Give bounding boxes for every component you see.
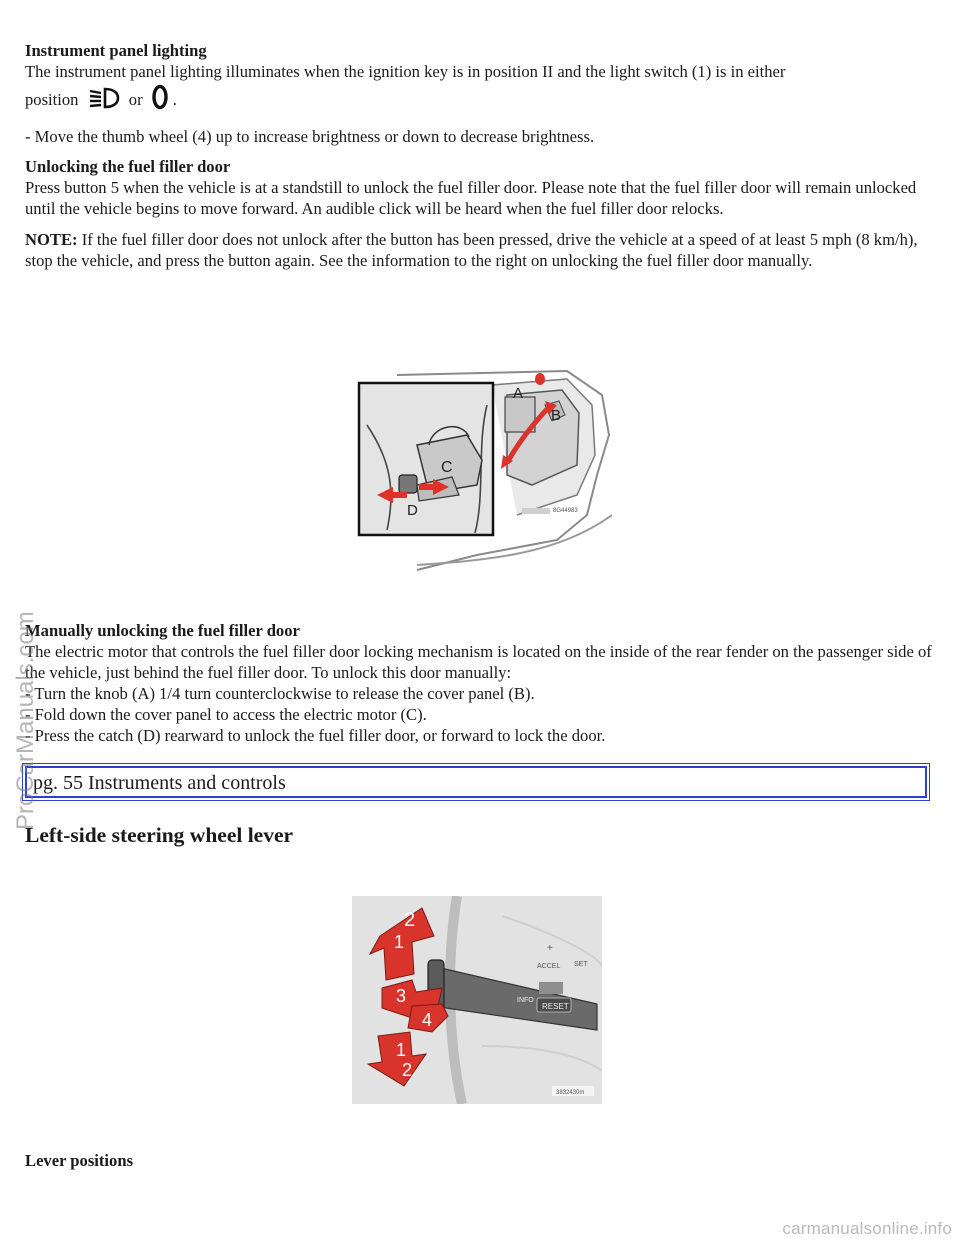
set-label: SET bbox=[574, 961, 588, 968]
fuel-figure-label-d: D bbox=[407, 502, 418, 519]
lever-label-down-1: 1 bbox=[396, 1040, 407, 1060]
info-label: INFO bbox=[517, 997, 534, 1004]
plus-label: + bbox=[547, 943, 553, 954]
lever-section-heading: Left-side steering wheel lever bbox=[25, 823, 294, 847]
svg-text:3832430m: 3832430m bbox=[556, 1090, 585, 1096]
manual-unlock-step-3: - Press the catch (D) rearward to unlock the fuel filler door, or forward to lock the door. bbox=[25, 726, 606, 745]
fuel-door-heading: Unlocking the fuel filler door bbox=[25, 157, 231, 176]
panel-lighting-instruction: - Move the thumb wheel (4) up to increase brightness or down to decrease brightness. bbox=[25, 127, 595, 146]
page-header-bar bbox=[25, 766, 927, 798]
fuel-figure-label-b: B bbox=[551, 407, 562, 424]
panel-lighting-line2: position or . bbox=[25, 84, 935, 115]
lever-label-3: 3 bbox=[396, 986, 407, 1006]
headlight-icon bbox=[87, 86, 121, 115]
light-off-icon bbox=[151, 84, 169, 115]
fuel-door-note: NOTE: If the fuel filler door does not unlock after the button has been pressed, drive the vehicle at a speed of at least 5 mph (8 km/h), stop the vehicle, and press the button again. See the information to the right on unlocking the fuel filler door manually. bbox=[25, 230, 918, 270]
reset-label: RESET bbox=[542, 1002, 569, 1011]
panel-lighting-line1: The instrument panel lighting illuminates when the ignition key is in position II and the light switch (1) is in either bbox=[25, 62, 786, 81]
fuel-door-body: Press button 5 when the vehicle is at a standstill to unlock the fuel filler door. Please note that the fuel filler door will remain unlocked until the vehicle begins to move forward. An audible click will be heard when the fuel filler door relocks. bbox=[25, 178, 917, 218]
manual-unlock-body: The electric motor that controls the fuel filler door locking mechanism is located on the inside of the rear fender on the passenger side of the vehicle, just behind the fuel filler door. To unlock this door manually: bbox=[25, 642, 932, 682]
manual-unlock-section bbox=[25, 620, 935, 746]
fuel-door-section bbox=[25, 156, 935, 271]
fuel-door-figure bbox=[357, 365, 612, 575]
panel-lighting-section bbox=[25, 40, 935, 147]
lever-label-down-2: 2 bbox=[402, 1060, 413, 1080]
manual-unlock-heading: Manually unlocking the fuel filler door bbox=[25, 621, 300, 640]
manual-unlock-step-2: - Fold down the cover panel to access the electric motor (C). bbox=[25, 705, 427, 724]
panel-lighting-heading: Instrument panel lighting bbox=[25, 41, 207, 60]
lever-label-4: 4 bbox=[422, 1010, 433, 1030]
fuel-figure-label-a: A bbox=[513, 385, 524, 402]
page-header-text: pg. 55 Instruments and controls bbox=[33, 772, 286, 794]
lever-label-up-2: 2 bbox=[404, 909, 416, 931]
svg-text:8G44983: 8G44983 bbox=[553, 508, 578, 514]
watermark-bottom: carmanualsonline.info bbox=[782, 1219, 952, 1238]
manual-unlock-step-1: - Turn the knob (A) 1/4 turn counterclockwise to release the cover panel (B). bbox=[25, 684, 535, 703]
steering-lever-figure bbox=[352, 896, 602, 1104]
fuel-figure-label-c: C bbox=[441, 459, 453, 476]
accel-label: ACCEL bbox=[537, 963, 561, 970]
lever-positions-heading: Lever positions bbox=[25, 1151, 134, 1170]
lever-label-up-1: 1 bbox=[394, 932, 405, 952]
watermark-left: ProCarManuals.com bbox=[12, 611, 39, 830]
